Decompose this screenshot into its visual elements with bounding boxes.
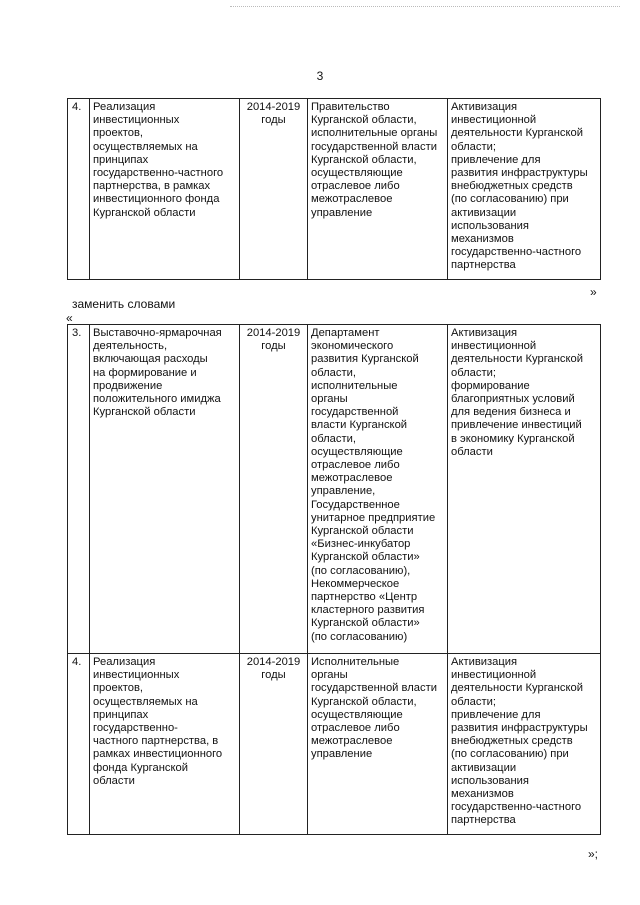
period: 2014-2019 годы	[240, 654, 308, 835]
executors: Исполнительные органы государственной власти Курганской области, осуществляющие отраслевое либо межотраслевое управление	[308, 654, 448, 835]
scan-artifact-line	[230, 6, 620, 8]
table-replacement	[67, 324, 601, 835]
page-number: 3	[316, 69, 324, 83]
closing-quote-semicolon: »;	[588, 847, 599, 861]
period: 2014-2019 годы	[240, 325, 308, 654]
executors: Департамент экономического развития Курганской области, исполнительные органы государственной власти Курганской области, осуществляющие отраслевое либо межотраслевое управление, Государственное унитарное предприятие Курганской области «Бизнес-инкубатор Курганской области» (по согласованию), Некоммерческое партнерство «Центр кластерного развития Курганской области» (по согласованию)	[308, 325, 448, 654]
row-number: 3.	[68, 325, 90, 654]
row-number: 4.	[68, 99, 90, 280]
measure-name: Реализация инвестиционных проектов, осуществляемых на принципах государственно-частного партнерства, в рамках инвестиционного фонда Курганской области	[90, 99, 240, 280]
replace-instruction: заменить словами	[72, 297, 176, 311]
opening-quote: «	[66, 311, 73, 325]
table-row	[68, 325, 601, 654]
goals: Активизация инвестиционной деятельности Курганской области; привлечение для развития инфраструктуры внебюджетных средств (по согласованию) при активизации использования механизмов государственно-частного партнерства	[448, 654, 601, 835]
closing-quote: »	[590, 285, 597, 299]
row-number: 4.	[68, 654, 90, 835]
executors: Правительство Курганской области, исполнительные органы государственной власти Курганской области, осуществляющие отраслевое либо межотраслевое управление	[308, 99, 448, 280]
table-original	[67, 98, 601, 280]
period: 2014-2019 годы	[240, 99, 308, 280]
table-row	[68, 654, 601, 835]
goals: Активизация инвестиционной деятельности Курганской области; привлечение для развития инфраструктуры внебюджетных средств (по согласованию) при активизации использования механизмов государственно-частного партнерства	[448, 99, 601, 280]
table-row	[68, 99, 601, 280]
measure-name: Реализация инвестиционных проектов, осуществляемых на принципах государственно- частного партнерства, в рамках инвестиционного фонда Курганской области	[90, 654, 240, 835]
goals: Активизация инвестиционной деятельности Курганской области; формирование благоприятных условий для ведения бизнеса и привлечение инвестиций в экономику Курганской области	[448, 325, 601, 654]
measure-name: Выставочно-ярмарочная деятельность, включающая расходы на формирование и продвижение положительного имиджа Курганской области	[90, 325, 240, 654]
